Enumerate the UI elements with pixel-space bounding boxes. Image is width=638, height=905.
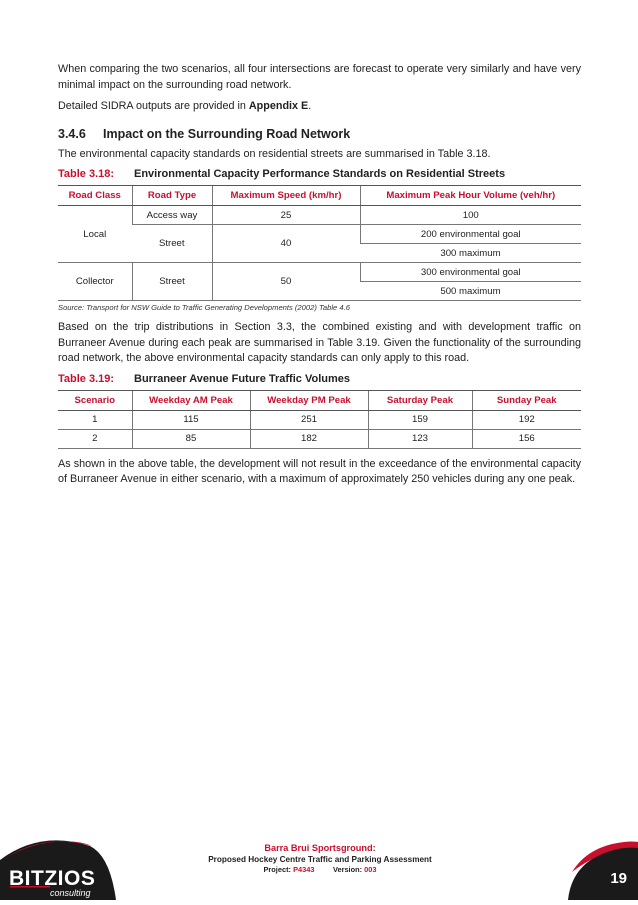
page-number: 19 — [610, 870, 627, 887]
sidra-text: Detailed SIDRA outputs are provided in — [58, 100, 249, 112]
bitzios-logo — [0, 832, 118, 900]
page-footer — [0, 832, 638, 900]
col-header: Sunday Peak — [472, 390, 581, 410]
caption-title: Environmental Capacity Performance Standards on Residential Streets — [134, 168, 506, 180]
logo-wordmark: BITZIOS — [9, 867, 96, 890]
volume-cell: 300 environmental goal — [360, 263, 581, 282]
col-header: Weekday PM Peak — [250, 390, 368, 410]
caption-number: Table 3.19: — [58, 372, 115, 385]
table-cell: 156 — [472, 429, 581, 448]
volume-cell: 100 — [360, 206, 581, 225]
table-cell: 2 — [58, 429, 132, 448]
page-corner — [568, 832, 638, 900]
project-label: Project: — [263, 865, 292, 874]
environmental-capacity-table — [58, 185, 581, 301]
table-cell: 123 — [368, 429, 472, 448]
table-row — [58, 410, 581, 429]
table-row — [58, 263, 581, 282]
table-cell: 115 — [132, 410, 250, 429]
col-header: Scenario — [58, 390, 132, 410]
volume-cell: 500 maximum — [360, 282, 581, 301]
section-title: Impact on the Surrounding Road Network — [103, 126, 351, 141]
appendix-reference: Appendix E — [248, 100, 309, 112]
paragraph-intersections: When comparing the two scenarios, all four intersections are forecast to operate very similarly and have very minimal impact on the surrounding road network. — [58, 63, 581, 91]
road-class-cell: Collector — [58, 263, 132, 301]
caption-number: Table 3.18: — [58, 168, 115, 180]
table-row — [58, 206, 581, 225]
table-row — [58, 225, 581, 244]
volume-cell: 200 environmental goal — [360, 225, 581, 244]
table-header-row — [58, 186, 581, 206]
section-heading — [58, 127, 581, 141]
road-class-cell: Local — [58, 206, 132, 263]
table-cell: 1 — [58, 410, 132, 429]
table-cell: 159 — [368, 410, 472, 429]
paragraph-standards: The environmental capacity standards on residential streets are summarised in Table 3.18. — [58, 147, 491, 160]
sidra-period: . — [308, 100, 312, 112]
version-label: Version: — [332, 865, 363, 874]
road-type-cell: Street — [132, 263, 212, 301]
volume-cell: 300 maximum — [360, 244, 581, 263]
table-cell: 182 — [250, 429, 368, 448]
speed-cell: 25 — [212, 206, 360, 225]
paragraph-sidra — [58, 99, 581, 115]
section-number: 3.4.6 — [58, 126, 86, 141]
col-header: Maximum Speed (km/hr) — [212, 186, 360, 206]
logo-tagline: consulting — [50, 888, 91, 898]
col-header: Weekday AM Peak — [132, 390, 250, 410]
col-header: Maximum Peak Hour Volume (veh/hr) — [360, 186, 581, 206]
paragraph-conclusion: As shown in the above table, the development will not result in the exceedance of the environmental capacity of Burraneer Avenue in either scenario, with a maximum of approximately 250 vehicles during any one peak. — [58, 457, 581, 485]
road-type-cell: Street — [132, 225, 212, 263]
col-header: Saturday Peak — [368, 390, 472, 410]
footer-project-line — [180, 865, 460, 875]
table-header-row — [58, 390, 581, 410]
table-caption-3-19 — [58, 373, 581, 385]
footer-title: Barra Brui Sportsground: — [264, 843, 376, 853]
corner-swoosh-icon — [568, 832, 638, 900]
footer-project-info — [180, 842, 460, 875]
table-cell: 192 — [472, 410, 581, 429]
col-header: Road Type — [132, 186, 212, 206]
table-caption-3-18 — [58, 168, 581, 180]
future-traffic-table — [58, 390, 581, 449]
table-source: Source: Transport for NSW Guide to Traffic Generating Developments (2002) Table 4.6 — [58, 303, 350, 312]
version-value: 003 — [364, 865, 377, 874]
table-cell: 251 — [250, 410, 368, 429]
table-cell: 85 — [132, 429, 250, 448]
caption-title: Burraneer Avenue Future Traffic Volumes — [134, 372, 350, 385]
table-row — [58, 429, 581, 448]
col-header: Road Class — [58, 186, 132, 206]
speed-cell: 50 — [212, 263, 360, 301]
speed-cell: 40 — [212, 225, 360, 263]
paragraph-trip-distribution: Based on the trip distributions in Section 3.3, the combined existing and with development traffic on Burraneer Avenue during each peak are summarised in Table 3.19. Given the functionality of the surrounding road network, the above environmental capacity standards can only apply to this road. — [58, 321, 581, 364]
project-value: P4343 — [293, 865, 315, 874]
page-content — [58, 62, 581, 488]
road-type-cell: Access way — [132, 206, 212, 225]
footer-subtitle: Proposed Hockey Centre Traffic and Parking Assessment — [208, 855, 432, 864]
